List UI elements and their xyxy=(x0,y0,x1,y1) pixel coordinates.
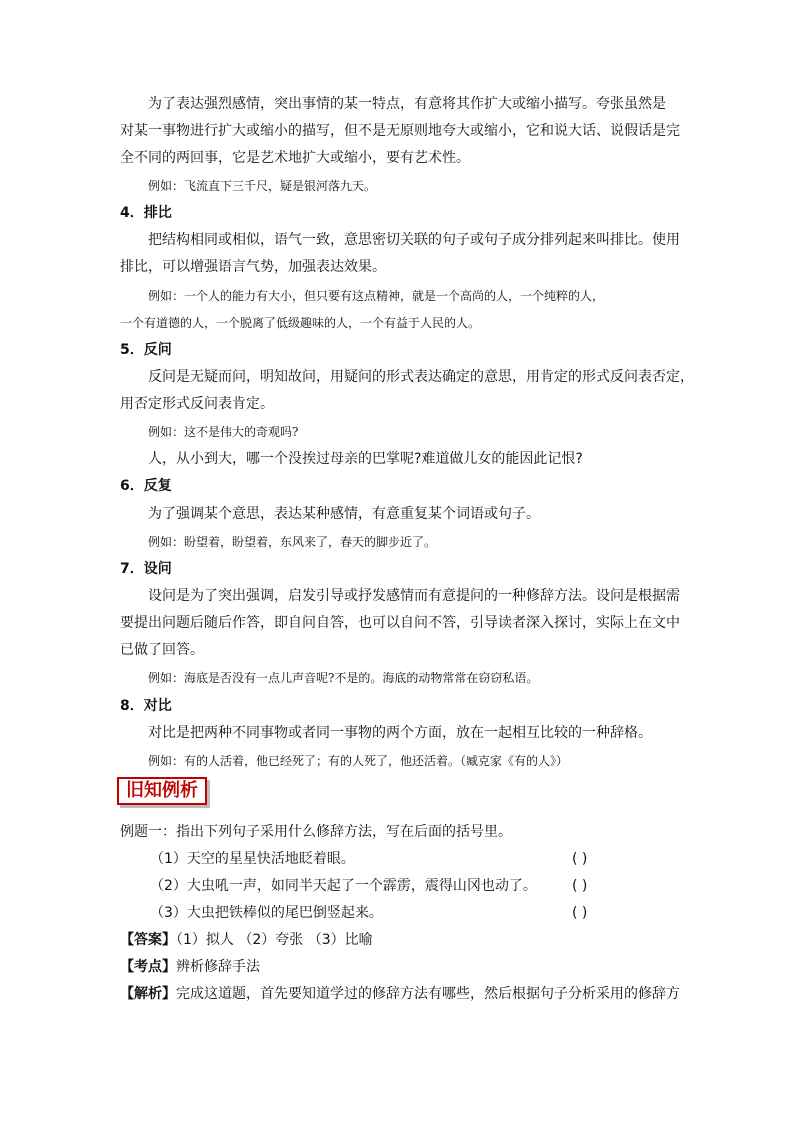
section-heading-contrast: 8．对比 xyxy=(120,698,172,714)
contrast-example: 例如：有的人活着，他已经死了；有的人死了，他还活着。（臧克家《有的人》） xyxy=(148,754,569,768)
answer-text: （1）拟人 （2）夸张 （3）比喻 xyxy=(176,932,373,948)
analysis-text: 完成这道题，首先要知道学过的修辞方法有哪些，然后根据句子分析采用的修辞方 xyxy=(176,986,680,1002)
section-heading-repetition: 6．反复 xyxy=(120,478,172,494)
example-one-item-3: （3）大虫把铁棒似的尾巴倒竖起来。 xyxy=(150,905,383,921)
parallelism-paragraph-line-1: 把结构相同或相似，语气一致，意思密切关联的句子或句子成分排列起来叫排比。使用 xyxy=(148,232,680,248)
parallelism-example-line-2: 一个有道德的人，一个脱离了低级趣味的人，一个有益于人民的人。 xyxy=(120,316,481,330)
hyperbole-paragraph-line-3: 全不同的两回事，它是艺术地扩大或缩小，要有艺术性。 xyxy=(120,150,470,166)
answer-blank-2[interactable]: ( ) xyxy=(572,878,588,894)
point-text: 辨析修辞手法 xyxy=(176,959,260,975)
rhetorical-question-example-1: 例如：这不是伟大的奇观吗? xyxy=(148,425,299,439)
example-one-item-1: （1）天空的星星快活地眨着眼。 xyxy=(150,851,355,867)
analysis-label: 【解析】 xyxy=(120,986,176,1002)
review-banner xyxy=(117,777,207,805)
section-heading-rhetorical-question: 5．反问 xyxy=(120,342,172,358)
repetition-paragraph-line-1: 为了强调某个意思，表达某种感情，有意重复某个词语或句子。 xyxy=(148,506,540,522)
analysis-row xyxy=(120,984,680,1004)
self-question-paragraph-line-2: 要提出问题后随后作答，即自问自答，也可以自问不答，引导读者深入探讨，实际上在文中 xyxy=(120,615,680,631)
self-question-paragraph-line-3: 已做了回答。 xyxy=(120,642,204,658)
rhetorical-question-paragraph-line-1: 反问是无疑而问，明知故问，用疑问的形式表达确定的意思，用肯定的形式反问表否定， xyxy=(148,369,694,385)
answer-blank-3[interactable]: ( ) xyxy=(572,905,588,921)
parallelism-example-line-1: 例如：一个人的能力有大小，但只要有这点精神，就是一个高尚的人，一个纯粹的人， xyxy=(148,289,605,303)
repetition-example: 例如：盼望着，盼望着，东风来了，春天的脚步近了。 xyxy=(148,535,437,549)
point-label: 【考点】 xyxy=(120,959,176,975)
section-heading-self-question: 7．设问 xyxy=(120,561,172,577)
self-question-example: 例如：海底是否没有一点儿声音呢?不是的。海底的动物常常在窃窃私语。 xyxy=(148,671,539,685)
review-banner-label: 旧知例析 xyxy=(126,780,198,801)
example-one-item-2: （2）大虫吼一声，如同半天起了一个霹雳，震得山冈也动了。 xyxy=(150,878,537,894)
answer-blank-1[interactable]: ( ) xyxy=(572,851,588,867)
rhetorical-question-example-2: 人，从小到大，哪一个没挨过母亲的巴掌呢?难道做儿女的能因此记恨? xyxy=(148,451,583,467)
parallelism-paragraph-line-2: 排比，可以增强语言气势，加强表达效果。 xyxy=(120,259,386,275)
hyperbole-paragraph-line-2: 对某一事物进行扩大或缩小的描写，但不是无原则地夸大或缩小，它和说大话、说假话是完 xyxy=(120,123,680,139)
point-row xyxy=(120,957,260,977)
rhetorical-question-paragraph-line-2: 用否定形式反问表肯定。 xyxy=(120,396,274,412)
hyperbole-paragraph-line-1: 为了表达强烈感情，突出事情的某一特点，有意将其作扩大或缩小描写。夸张虽然是 xyxy=(148,96,666,112)
answer-label: 【答案】 xyxy=(120,932,176,948)
hyperbole-example: 例如：飞流直下三千尺，疑是银河落九天。 xyxy=(148,179,377,193)
self-question-paragraph-line-1: 设问是为了突出强调，启发引导或抒发感情而有意提问的一种修辞方法。设问是根据需 xyxy=(148,588,680,604)
contrast-paragraph-line-1: 对比是把两种不同事物或者同一事物的两个方面，放在一起相互比较的一种辞格。 xyxy=(148,725,652,741)
example-one-question: 例题一：指出下列句子采用什么修辞方法，写在后面的括号里。 xyxy=(120,824,512,840)
answer-row xyxy=(120,930,373,950)
section-heading-parallelism: 4．排比 xyxy=(120,205,172,221)
